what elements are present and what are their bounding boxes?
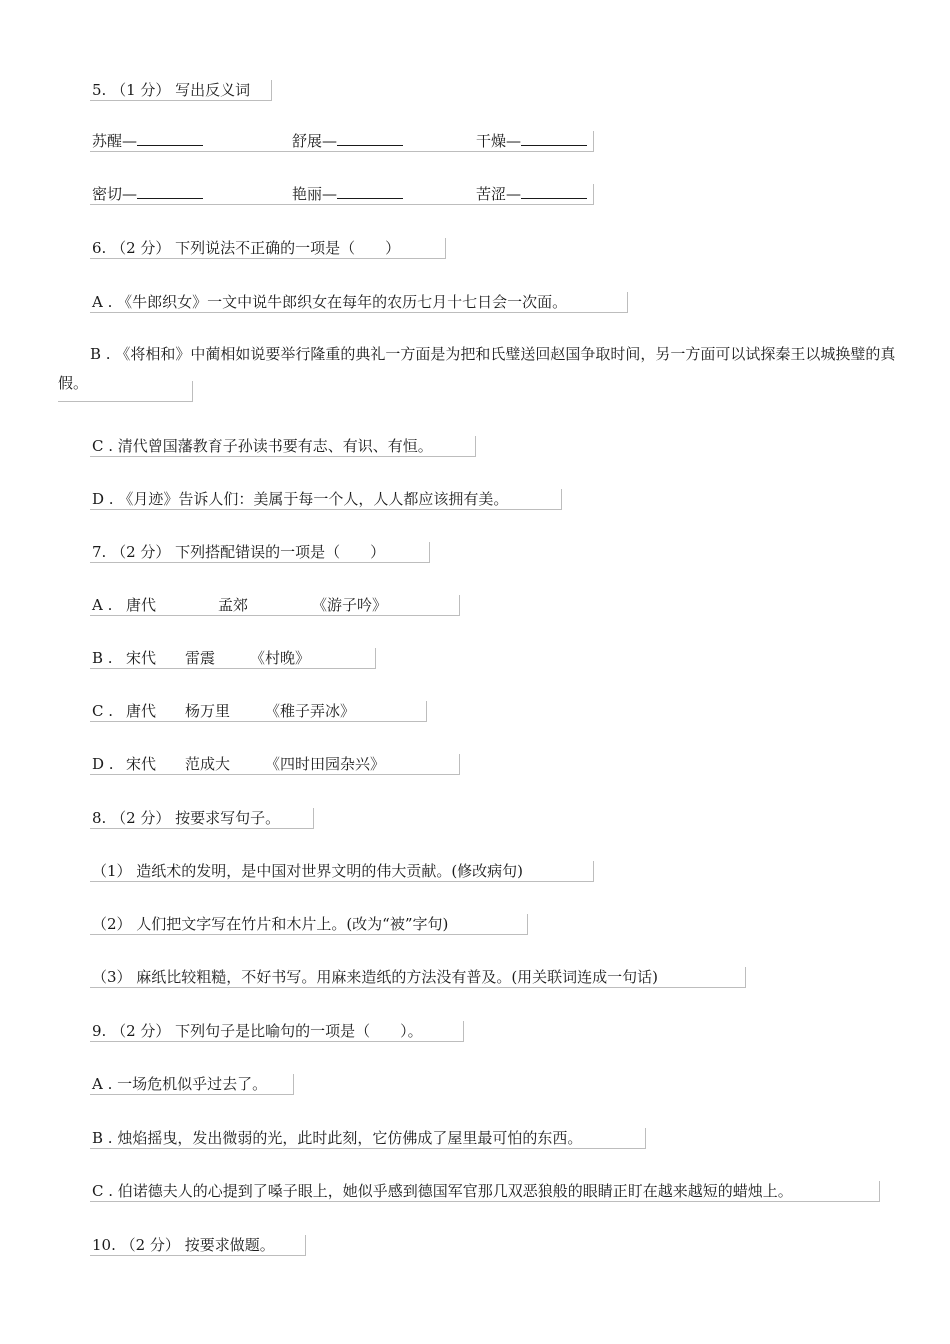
antonym-prompt: 密切— [92, 185, 138, 203]
dynasty: 宋代 [126, 649, 157, 667]
q8-stem: 8. （2 分） 按要求写句子。 [90, 808, 314, 829]
answer-blank[interactable] [137, 131, 203, 146]
q8-item-1: （1） 造纸术的发明，是中国对世界文明的伟大贡献。(修改病句) [90, 861, 594, 882]
author: 雷震 [185, 649, 216, 667]
author: 范成大 [185, 755, 231, 773]
antonym-prompt: 苦涩— [476, 185, 522, 203]
antonym-prompt: 舒展— [292, 132, 338, 150]
q6-option-d[interactable]: D . 《月迹》告诉人们：美属于每一个人，人人都应该拥有美。 [90, 489, 562, 510]
q5-stem: 5. （1 分） 写出反义词 [90, 80, 272, 101]
q7-option-b[interactable] [90, 648, 376, 669]
work-title: 《稚子弄冰》 [265, 702, 356, 720]
q7-stem: 7. （2 分） 下列搭配错误的一项是（ ） [90, 542, 430, 563]
dynasty: 唐代 [126, 702, 157, 720]
option-label: A . [92, 596, 113, 614]
answer-blank[interactable] [337, 184, 403, 199]
q6-option-b-border [58, 381, 193, 402]
author: 杨万里 [185, 702, 231, 720]
dynasty: 宋代 [126, 755, 157, 773]
answer-blank[interactable] [521, 184, 587, 199]
q5-row1 [90, 131, 594, 152]
q6-stem: 6. （2 分） 下列说法不正确的一项是（ ） [90, 238, 446, 259]
option-label: B . [92, 649, 113, 667]
option-label: D . [92, 755, 114, 773]
answer-blank[interactable] [337, 131, 403, 146]
work-title: 《游子吟》 [312, 596, 388, 614]
q6-option-c[interactable]: C . 清代曾国藩教育子孙读书要有志、有识、有恒。 [90, 436, 476, 457]
q6-option-b[interactable]: B . 《将相和》中蔺相如说要举行隆重的典礼一方面是为把和氏璧送回赵国争取时间，另一方面可以试探秦王以城换璧的真假。 [58, 345, 896, 392]
q9-option-a[interactable]: A . 一场危机似乎过去了。 [90, 1074, 294, 1095]
q7-option-d[interactable] [90, 754, 460, 775]
antonym-prompt: 苏醒— [92, 132, 138, 150]
work-title: 《四时田园杂兴》 [265, 755, 386, 773]
q8-item-3: （3） 麻纸比较粗糙，不好书写。用麻来造纸的方法没有普及。(用关联词连成一句话) [90, 967, 746, 988]
q8-item-2: （2） 人们把文字写在竹片和木片上。(改为“被”字句) [90, 914, 528, 935]
author: 孟郊 [218, 596, 249, 614]
q5-row2 [90, 184, 594, 205]
q6-option-a[interactable]: A . 《牛郎织女》一文中说牛郎织女在每年的农历七月十七日会一次面。 [90, 292, 628, 313]
answer-blank[interactable] [137, 184, 203, 199]
antonym-prompt: 艳丽— [292, 185, 338, 203]
antonym-prompt: 干燥— [476, 132, 522, 150]
work-title: 《村晚》 [250, 649, 311, 667]
q7-option-c[interactable] [90, 701, 427, 722]
q9-option-b[interactable]: B . 烛焰摇曳，发出微弱的光，此时此刻，它仿佛成了屋里最可怕的东西。 [90, 1128, 646, 1149]
dynasty: 唐代 [126, 596, 157, 614]
option-label: C . [92, 702, 114, 720]
q9-option-c[interactable]: C . 伯诺德夫人的心提到了嗓子眼上，她似乎感到德国军官那几双恶狼般的眼睛正盯在越来越短的蜡烛上。 [90, 1181, 880, 1202]
q7-option-a[interactable] [90, 595, 460, 616]
answer-blank[interactable] [521, 131, 587, 146]
q10-stem: 10. （2 分） 按要求做题。 [90, 1235, 306, 1256]
q9-stem: 9. （2 分） 下列句子是比喻句的一项是（ ）。 [90, 1021, 464, 1042]
